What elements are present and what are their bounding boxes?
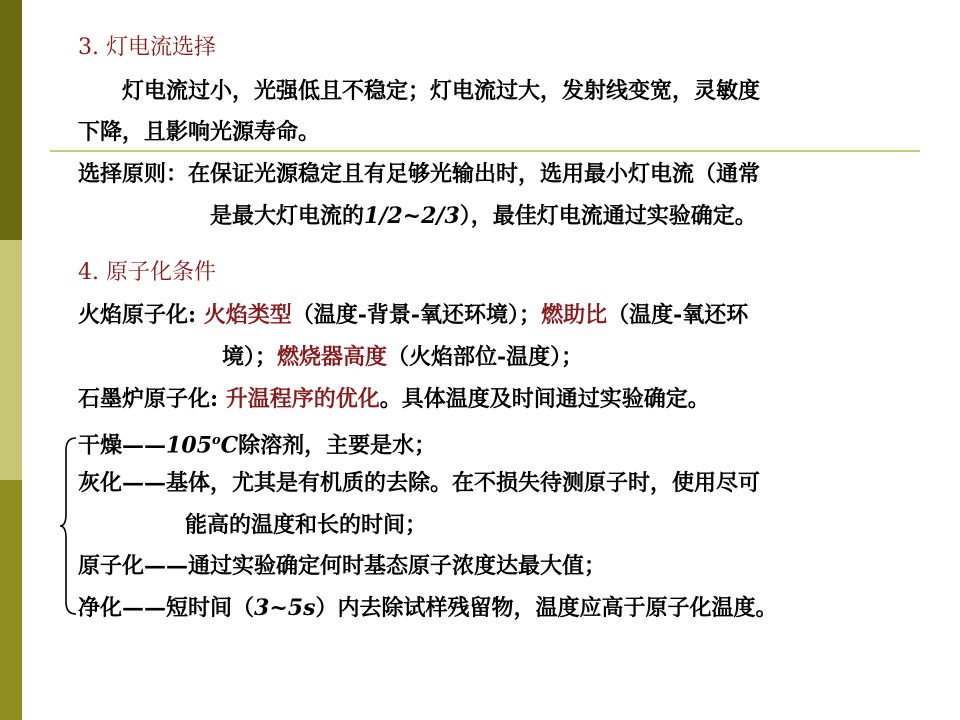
- ratio-note-continued: 境）；: [222, 344, 278, 370]
- cleaning-rest: ）内去除试样残留物，温度应高于原子化温度。: [315, 595, 778, 621]
- sidebar-bar-middle: [0, 240, 22, 480]
- paragraph-1-line-1: 灯电流过小，光强低且不稳定；灯电流过大，发射线变宽，灵敏度: [122, 78, 761, 104]
- flame-label: 火焰原子化:: [78, 302, 204, 328]
- principle-text-a: 是最大灯电流的: [210, 203, 365, 229]
- curly-brace: [58, 436, 80, 616]
- drying-line: [78, 428, 436, 458]
- drying-label: 干燥——: [78, 432, 167, 459]
- burner-height: 燃烧器高度: [277, 344, 388, 370]
- graphite-label: 石墨炉原子化:: [78, 386, 226, 412]
- cleaning-label: 净化——短时间（: [78, 595, 255, 621]
- heating-program: 升温程序的优化: [225, 386, 380, 412]
- cleaning-line: [78, 595, 777, 621]
- cleaning-time: 3~5s: [254, 595, 316, 621]
- graphite-rest: 。具体温度及时间通过实验确定。: [379, 386, 710, 412]
- flame-line-1: [78, 302, 748, 328]
- ashing-line-2: 能高的温度和长的时间；: [185, 512, 428, 538]
- section-3-heading: 3. 灯电流选择: [78, 35, 216, 60]
- principle-ratio: 1/2~2/3: [364, 203, 460, 229]
- atomization-line: 原子化——通过实验确定何时基态原子浓度达最大值；: [78, 553, 607, 579]
- section-4-heading: 4. 原子化条件: [78, 260, 216, 285]
- graphite-line: [78, 386, 710, 412]
- drying-temp: 105: [166, 432, 212, 459]
- sidebar-bar-bottom: [0, 480, 22, 720]
- flame-type-note: （温度-背景-氧还环境）；: [291, 302, 542, 328]
- drying-rest: 除溶剂，主要是水；: [238, 432, 437, 459]
- sidebar-bar-top: [0, 0, 22, 240]
- degree-sup: o: [211, 433, 221, 448]
- fuel-oxidant-ratio: 燃助比: [541, 302, 608, 328]
- selection-principle-line-2: [210, 203, 757, 229]
- divider-line: [50, 150, 920, 152]
- paragraph-1-line-2: 下降，且影响光源寿命。: [78, 119, 321, 145]
- ashing-line-1: 灰化——基体，尤其是有机质的去除。在不损失待测原子时，使用尽可: [78, 470, 761, 496]
- drying-unit: C: [220, 432, 239, 459]
- flame-type: 火焰类型: [203, 302, 292, 328]
- flame-line-2: [222, 344, 583, 370]
- principle-text-c: ），最佳灯电流通过实验确定。: [459, 203, 757, 229]
- ratio-note: （温度-氧还环: [607, 302, 749, 328]
- selection-principle-line-1: 选择原则：在保证光源稳定且有足够光输出时，选用最小灯电流（通常: [78, 161, 761, 187]
- burner-note: （火焰部位-温度）；: [387, 344, 584, 370]
